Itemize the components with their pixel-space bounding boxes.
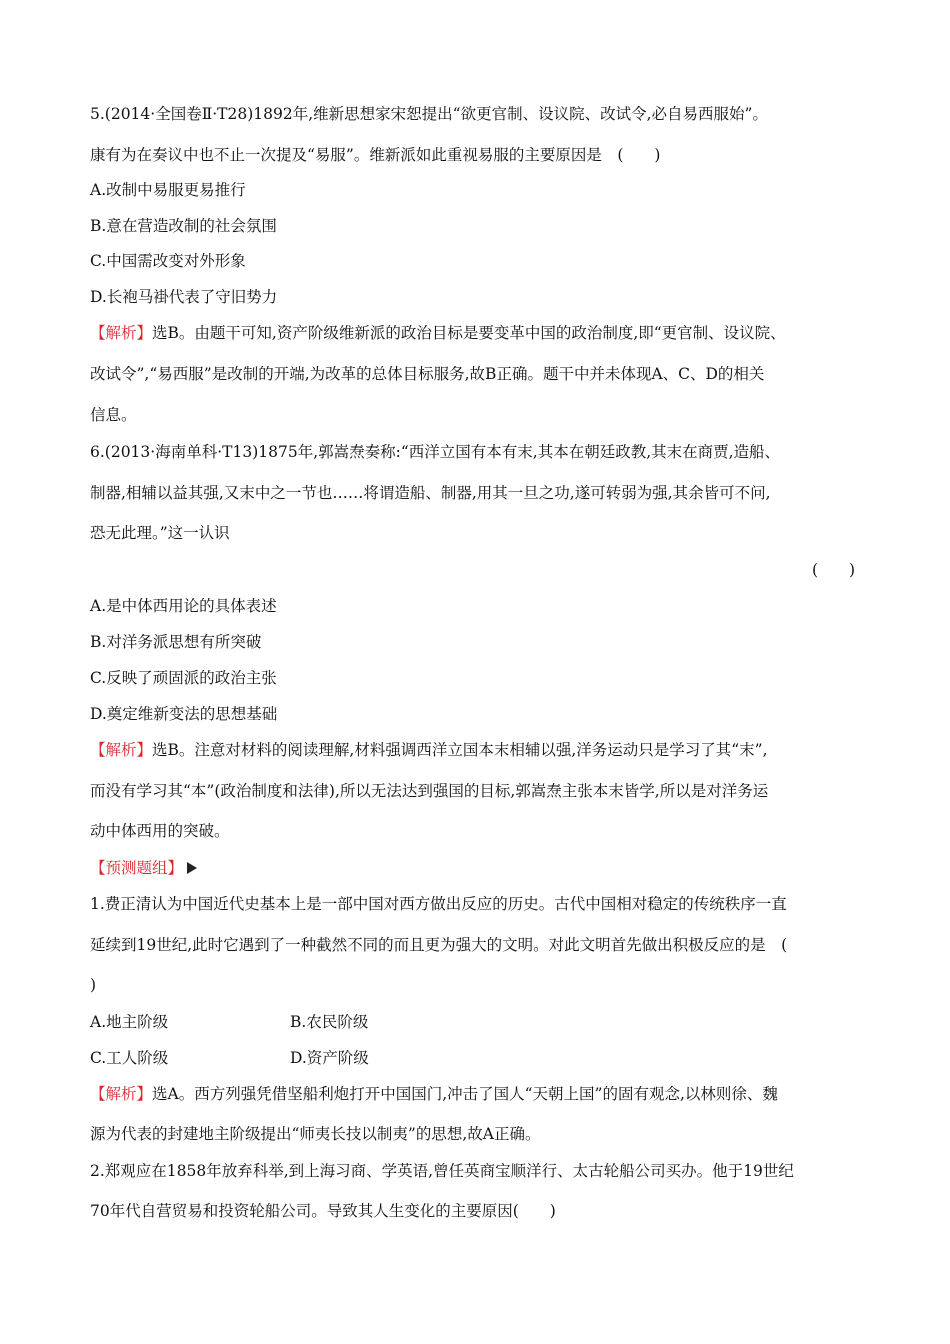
- analysis-tag: 【解析】: [90, 1085, 153, 1103]
- prediction-header-label: 【预测题组】: [90, 859, 184, 877]
- analysis-tag: 【解析】: [90, 741, 153, 759]
- q5-analysis-line-3: 信息。: [90, 406, 137, 424]
- q5-option-b: B.意在营造改制的社会氛围: [90, 217, 277, 235]
- q5-option-c: C.中国需改变对外形象: [90, 252, 246, 270]
- analysis-text: 选B。由题干可知,资产阶级维新派的政治目标是要变革中国的政治制度,即“更官制、设议院、: [152, 324, 786, 342]
- p2-stem-line-1: 2.郑观应在1858年放弃科举,到上海习商、学英语,曾任英商宝顺洋行、太古轮船公司买办。他于19世纪: [90, 1162, 794, 1180]
- q5-analysis-line-2: 改试令”,“易西服”是改制的开端,为改革的总体目标服务,故B正确。题干中并未体现A、C、D的相关: [90, 365, 765, 383]
- p1-analysis-line-1: [90, 1084, 778, 1104]
- q5-analysis-line-1: [90, 323, 786, 343]
- p1-stem-line-3: ): [90, 976, 97, 994]
- p1-option-d: D.资产阶级: [290, 1049, 369, 1067]
- analysis-text: 选B。注意对材料的阅读理解,材料强调西洋立国本末相辅以强,洋务运动只是学习了其“末”,: [152, 741, 768, 759]
- p2-stem-line-2: 70年代自营贸易和投资轮船公司。导致其人生变化的主要原因( ): [90, 1202, 556, 1220]
- q5-stem-line-1: 5.(2014·全国卷Ⅱ·T28)1892年,维新思想家宋恕提出“欲更官制、设议院、改试令,必自易西服始”。: [90, 105, 768, 123]
- prediction-header: [90, 858, 197, 878]
- q6-answer-paren: ( ): [812, 561, 856, 579]
- p1-stem-line-2: 延续到19世纪,此时它遇到了一种截然不同的而且更为强大的文明。对此文明首先做出积极反应的是 (: [90, 936, 788, 954]
- q5-stem-line-2: 康有为在奏议中也不止一次提及“易服”。维新派如此重视易服的主要原因是 ( ): [90, 146, 661, 164]
- p1-stem-line-1: 1.费正清认为中国近代史基本上是一部中国对西方做出反应的历史。古代中国相对稳定的传统秩序一直: [90, 895, 787, 913]
- q5-option-a: A.改制中易服更易推行: [90, 181, 246, 199]
- q6-stem-line-3: 恐无此理。”这一认识: [90, 524, 230, 542]
- analysis-text: 选A。西方列强凭借坚船利炮打开中国国门,冲击了国人“天朝上国”的固有观念,以林则徐、魏: [152, 1085, 778, 1103]
- q6-option-a: A.是中体西用论的具体表述: [90, 597, 277, 615]
- q6-option-b: B.对洋务派思想有所突破: [90, 633, 262, 651]
- q6-analysis-line-2: 而没有学习其“本”(政治制度和法律),所以无法达到强国的目标,郭嵩焘主张本末皆学,所以是对洋务运: [90, 782, 769, 800]
- p1-option-a: A.地主阶级: [90, 1013, 169, 1031]
- p1-option-b: B.农民阶级: [290, 1013, 369, 1031]
- q6-option-c: C.反映了顽固派的政治主张: [90, 669, 277, 687]
- q6-analysis-line-1: [90, 740, 768, 760]
- q6-stem-line-2: 制器,相辅以益其强,又末中之一节也……将谓造船、制器,用其一旦之功,遂可转弱为强,其余皆可不问,: [90, 484, 771, 502]
- triangle-right-icon: [187, 862, 197, 874]
- q6-analysis-line-3: 动中体西用的突破。: [90, 822, 230, 840]
- q6-option-d: D.奠定维新变法的思想基础: [90, 705, 278, 723]
- analysis-tag: 【解析】: [90, 324, 153, 342]
- q6-stem-line-1: 6.(2013·海南单科·T13)1875年,郭嵩焘奏称:“西洋立国有本有末,其本在朝廷政教,其末在商贾,造船、: [90, 443, 781, 461]
- q5-option-d: D.长袍马褂代表了守旧势力: [90, 288, 278, 306]
- p1-option-c: C.工人阶级: [90, 1049, 169, 1067]
- p1-analysis-line-2: 源为代表的封建地主阶级提出“师夷长技以制夷”的思想,故A正确。: [90, 1125, 541, 1143]
